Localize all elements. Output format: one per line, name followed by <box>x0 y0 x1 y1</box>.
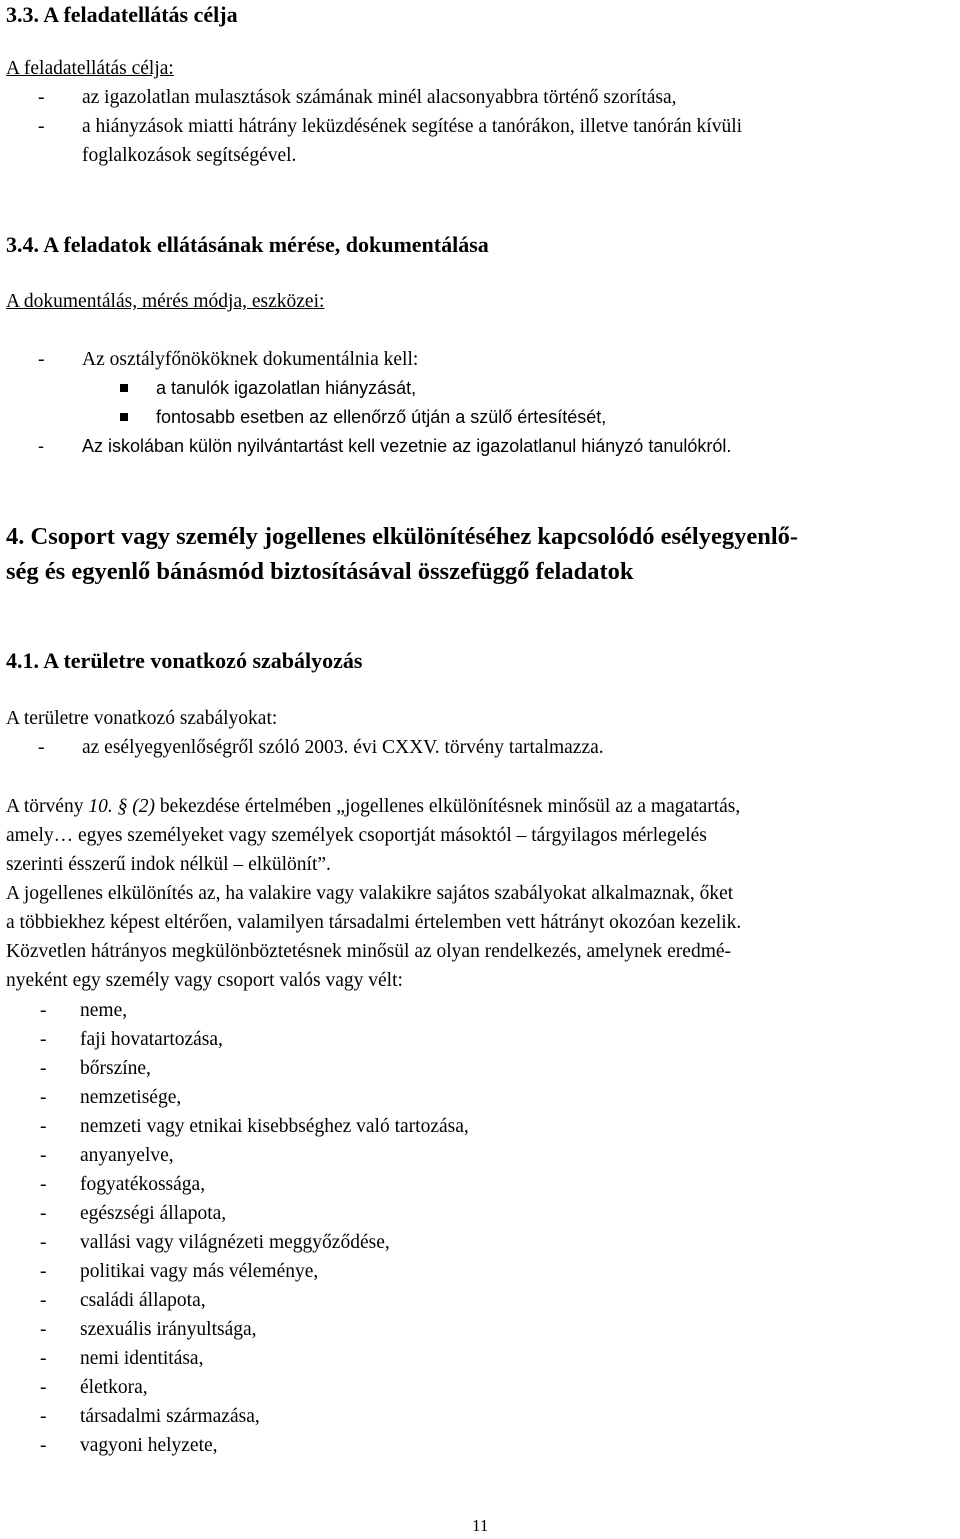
paragraph-line: Közvetlen hátrányos megkülönböztetésnek minősül az olyan rendelkezés, amelynek eredmé- <box>6 941 732 962</box>
paragraph-line: szerinti ésszerű indok nélkül – elkülönít”. <box>6 854 331 875</box>
section-4-1-heading: 4.1. A területre vonatkozó szabályozás <box>6 648 363 673</box>
section-4-heading-line1: 4. Csoport vagy személy jogellenes elkülönítéséhez kapcsolódó esélyegyenlő- <box>6 523 799 550</box>
paragraph-line: nyeként egy személy vagy csoport valós vagy vélt: <box>6 970 403 991</box>
paragraph-line: A jogellenes elkülönítés az, ha valakire vagy valakikre sajátos szabályokat alkalmaznak, őket <box>6 883 734 904</box>
square-bullet-icon <box>120 384 128 392</box>
list-item-continuation: foglalkozások segítségével. <box>82 145 297 166</box>
paragraph-line: amely… egyes személyeket vagy személyek csoportját másoktól – tárgyilagos mérlegelés <box>6 825 707 846</box>
section-3-4-heading: 3.4. A feladatok ellátásának mérése, dokumentálása <box>6 232 489 257</box>
square-bullet-icon <box>120 413 128 421</box>
paragraph-line: A törvény 10. § (2) bekezdése értelmében „jogellenes elkülönítésnek minősül az a magatartás, <box>6 796 741 817</box>
page-number: 11 <box>472 1516 489 1535</box>
section-3-3-heading: 3.3. A feladatellátás célja <box>6 2 238 27</box>
section-4-heading-line2: ség és egyenlő bánásmód biztosításával összefüggő feladatok <box>6 558 634 585</box>
section-3-4-subtitle: A dokumentálás, mérés módja, eszközei: <box>6 291 325 312</box>
paragraph-line: a többiekhez képest eltérően, valamilyen társadalmi értelemben vett hátrányt okozóan kezelik. <box>6 912 742 933</box>
section-4-1-intro: A területre vonatkozó szabályokat: <box>6 708 278 729</box>
section-3-3-subtitle: A feladatellátás célja: <box>6 58 174 79</box>
